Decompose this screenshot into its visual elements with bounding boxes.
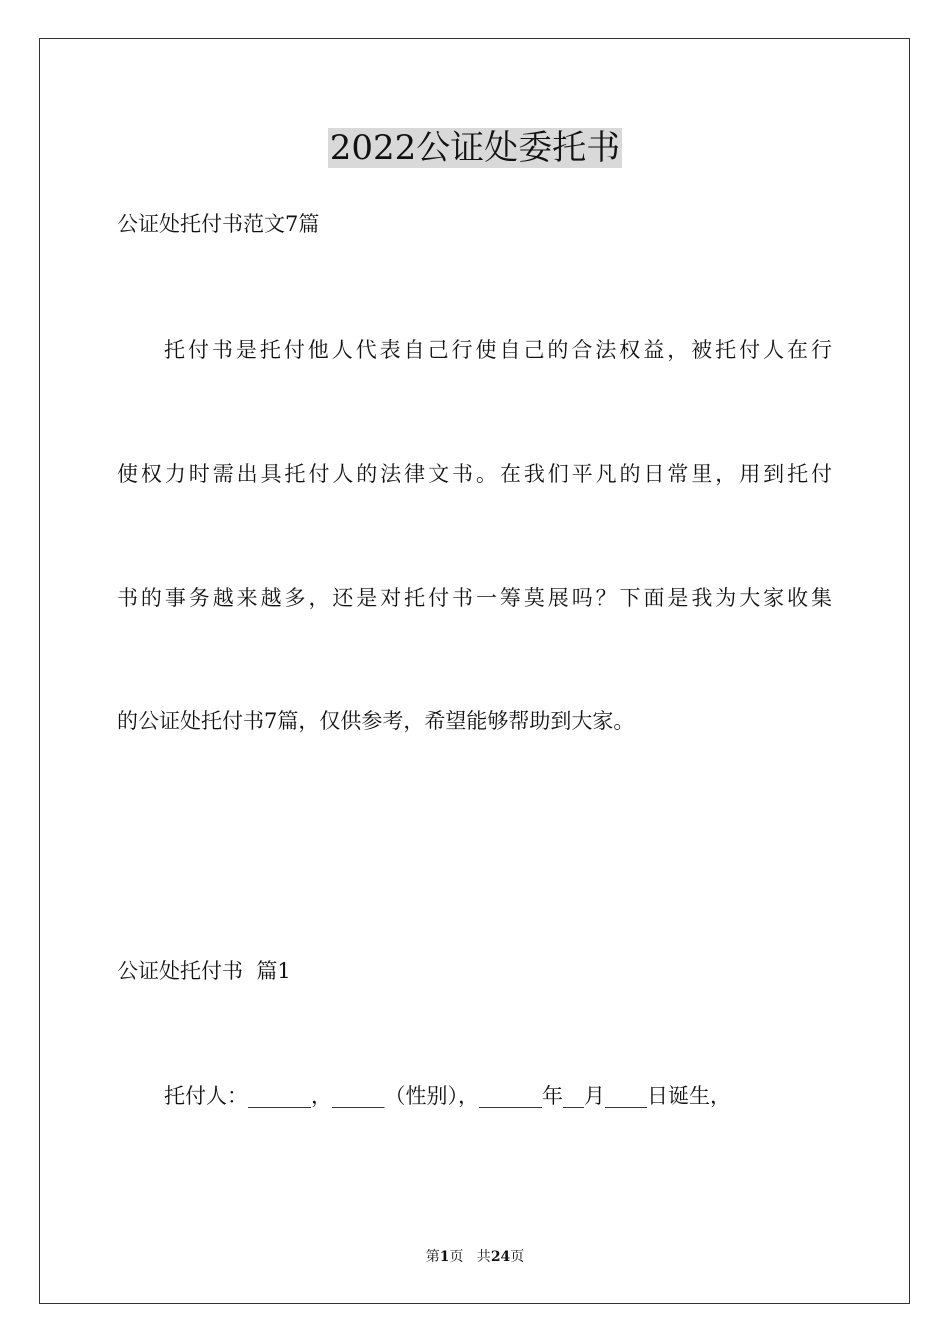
footer-mid: 页 共 bbox=[449, 1249, 491, 1265]
footer-suffix: 页 bbox=[510, 1249, 525, 1265]
document-title bbox=[0, 126, 950, 170]
document-title-text: 2022公证处委托书 bbox=[329, 128, 621, 168]
document-subtitle: 公证处托付书范文7篇 bbox=[117, 212, 320, 236]
form-line-principal: 托付人：______，_____（性别），______年__月____日诞生， bbox=[164, 1084, 731, 1108]
footer-total-pages: 24 bbox=[490, 1249, 511, 1265]
intro-line-2: 使权力时需出具托付人的法律文书。在我们平凡的日常里，用到托付 bbox=[117, 462, 832, 486]
intro-line-1: 托付书是托付他人代表自己行使自己的合法权益，被托付人在行 bbox=[164, 338, 832, 362]
footer-current-page: 1 bbox=[439, 1249, 450, 1265]
page-footer bbox=[0, 1248, 950, 1266]
intro-line-3: 书的事务越来越多，还是对托付书一筹莫展吗？下面是我为大家收集 bbox=[117, 586, 832, 610]
intro-line-4: 的公证处托付书7篇，仅供参考，希望能够帮助到大家。 bbox=[117, 709, 635, 733]
section-heading: 公证处托付书 篇1 bbox=[117, 959, 291, 983]
footer-prefix: 第 bbox=[425, 1249, 440, 1265]
